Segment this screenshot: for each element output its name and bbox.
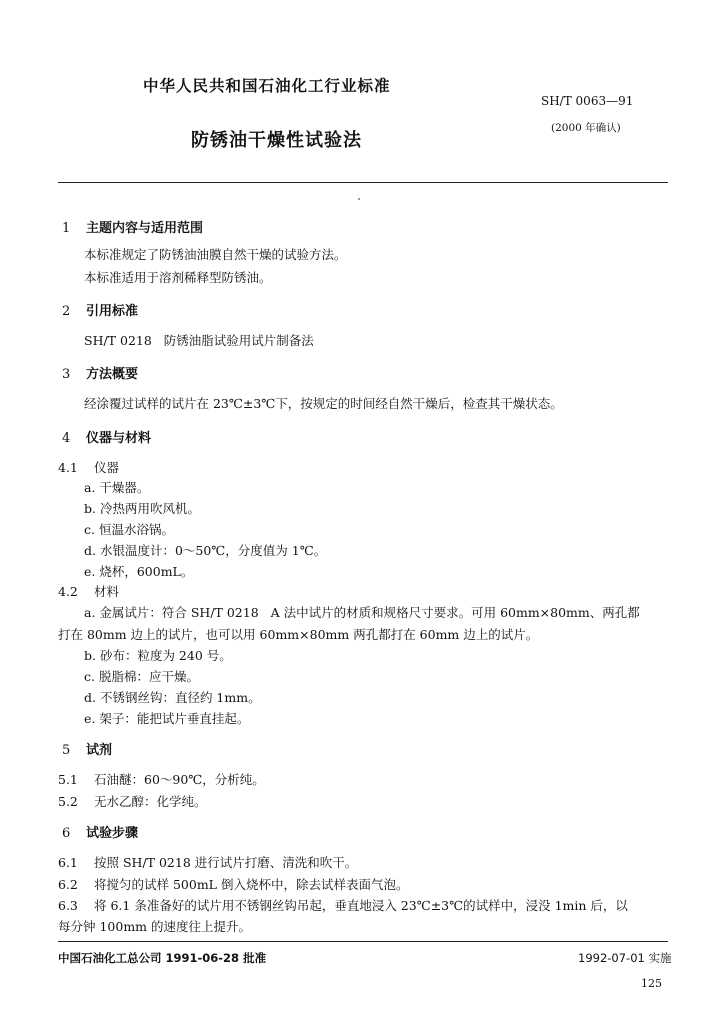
section-number: 1 <box>62 221 71 236</box>
section-2-heading <box>62 300 138 319</box>
subsection-title: 仪器 <box>94 460 120 475</box>
section-6-heading <box>62 822 138 841</box>
section-3-heading <box>62 363 138 382</box>
paragraph: 每分钟 100mm 的速度往上提升。 <box>58 919 252 934</box>
subsection-number: 4.2 <box>58 584 78 599</box>
effective-date: 1992-07-01 实施 <box>578 951 672 965</box>
section-title: 试剂 <box>86 743 113 758</box>
header-rule <box>58 182 668 183</box>
list-item <box>58 875 408 893</box>
subsection-4-1 <box>58 458 119 476</box>
list-item: d. 水银温度计：0～50℃，分度值为 1℃。 <box>84 543 327 558</box>
section-number: 4 <box>62 431 71 446</box>
section-title: 试验步骤 <box>86 826 139 841</box>
section-title: 仪器与材料 <box>86 431 152 446</box>
subsection-number: 4.1 <box>58 460 78 475</box>
section-title: 引用标准 <box>86 304 139 319</box>
list-item: b. 砂布：粒度为 240 号。 <box>84 648 232 663</box>
list-item <box>58 853 357 871</box>
item-text: 将搅匀的试样 500mL 倒入烧杯中，除去试样表面气泡。 <box>94 877 409 892</box>
paragraph: 打在 80mm 边上的试片，也可以用 60mm×80mm 两孔都打在 60mm 边上的试片。 <box>58 627 539 642</box>
list-item: b. 冷热两用吹风机。 <box>84 501 200 516</box>
list-item <box>58 792 207 810</box>
section-number: 2 <box>62 304 71 319</box>
paragraph: a. 金属试片：符合 SH/T 0218 A 法中试片的材质和规格尺寸要求。可用 60mm×80mm、两孔都 <box>84 605 640 620</box>
standard-code: SH/T 0063—91 <box>541 94 634 108</box>
list-item <box>58 770 265 788</box>
footer-rule <box>58 941 668 942</box>
list-item: c. 恒温水浴锅。 <box>84 522 174 537</box>
subsection-title: 材料 <box>94 584 120 599</box>
paragraph: 本标准规定了防锈油油膜自然干燥的试验方法。 <box>84 247 347 262</box>
item-number: 5.1 <box>58 772 78 787</box>
section-number: 5 <box>62 743 71 758</box>
item-text: 无水乙醇：化学纯。 <box>94 794 207 809</box>
item-number: 6.3 <box>58 898 78 913</box>
section-5-heading <box>62 739 112 758</box>
approval-line: 中国石油化工总公司 1991-06-28 批准 <box>58 951 267 965</box>
section-1-heading <box>62 217 203 236</box>
paragraph: 经涂覆过试样的试片在 23℃±3℃下，按规定的时间经自然干燥后，检查其干燥状态。 <box>84 396 563 411</box>
referenced-standard: SH/T 0218 防锈油脂试验用试片制备法 <box>84 333 314 348</box>
section-4-heading <box>62 427 151 446</box>
section-number: 6 <box>62 826 71 841</box>
section-title: 主题内容与适用范围 <box>86 221 204 236</box>
item-number: 5.2 <box>58 794 78 809</box>
org-title: 中华人民共和国石油化工行业标准 <box>143 77 391 95</box>
list-item: c. 脱脂棉：应干燥。 <box>84 669 199 684</box>
section-number: 3 <box>62 367 71 382</box>
confirmation-note: (2000 年确认) <box>551 122 621 134</box>
paragraph: 本标准适用于溶剂稀释型防锈油。 <box>84 270 272 285</box>
list-item: d. 不锈钢丝钩：直径约 1mm。 <box>84 690 261 705</box>
list-item: e. 架子：能把试片垂直挂起。 <box>84 711 250 726</box>
speck <box>358 198 360 200</box>
list-item <box>58 896 628 914</box>
item-text: 按照 SH/T 0218 进行试片打磨、清洗和吹干。 <box>94 855 358 870</box>
item-number: 6.1 <box>58 855 78 870</box>
list-item: e. 烧杯，600mL。 <box>84 564 194 579</box>
subsection-4-2 <box>58 582 119 600</box>
item-number: 6.2 <box>58 877 78 892</box>
section-title: 方法概要 <box>86 367 139 382</box>
list-item: a. 干燥器。 <box>84 480 150 495</box>
page-number: 125 <box>641 977 662 990</box>
item-text: 石油醚：60～90℃，分析纯。 <box>94 772 265 787</box>
item-text: 将 6.1 条准备好的试片用不锈钢丝钩吊起，垂直地浸入 23℃±3℃的试样中，浸没 1min 后，以 <box>94 898 628 913</box>
document-title: 防锈油干燥性试验法 <box>191 130 362 151</box>
